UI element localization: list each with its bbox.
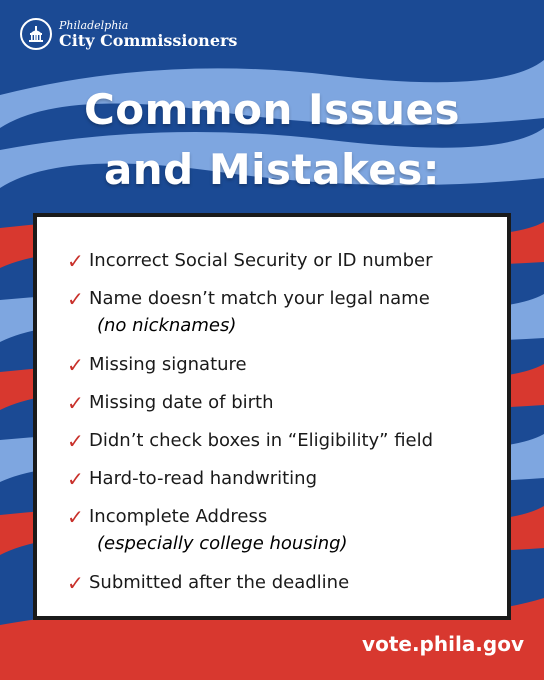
list-item <box>67 503 497 557</box>
issues-list <box>67 247 497 597</box>
org-name <box>59 20 237 49</box>
checkmark-icon: ✓ <box>67 429 84 453</box>
title-line-1: Common Issues <box>83 85 461 134</box>
issues-card <box>33 213 511 620</box>
checkmark-icon: ✓ <box>67 353 84 377</box>
list-item-text: Hard-to-read handwriting <box>89 468 318 489</box>
list-item-note: (no nicknames) <box>97 315 237 336</box>
checkmark-icon: ✓ <box>67 391 84 415</box>
checkmark-icon: ✓ <box>67 571 84 595</box>
city-hall-seal-icon <box>20 18 52 50</box>
list-item <box>67 465 497 493</box>
page-title <box>0 80 544 200</box>
checkmark-icon: ✓ <box>67 505 84 529</box>
header <box>20 18 237 50</box>
list-item <box>67 351 497 379</box>
list-item-note: (especially college housing) <box>97 533 348 554</box>
list-item-text: Incorrect Social Security or ID number <box>89 250 433 271</box>
list-item-text: Missing signature <box>89 354 247 375</box>
title-line-2: and Mistakes: <box>103 145 441 194</box>
checkmark-icon: ✓ <box>67 467 84 491</box>
list-item-text: Missing date of birth <box>89 392 274 413</box>
org-name-bottom: City Commissioners <box>59 30 238 50</box>
list-item <box>67 285 497 339</box>
list-item <box>67 427 497 455</box>
list-item <box>67 389 497 417</box>
list-item <box>67 569 497 597</box>
list-item <box>67 247 497 275</box>
list-item-text: Name doesn’t match your legal name <box>89 288 430 309</box>
org-name-top: Philadelphia <box>59 18 129 32</box>
list-item-text: Didn’t check boxes in “Eligibility” field <box>89 430 434 451</box>
checkmark-icon: ✓ <box>67 287 84 311</box>
list-item-text: Incomplete Address <box>89 506 268 527</box>
list-item-text: Submitted after the deadline <box>89 572 350 593</box>
footer-url: vote.phila.gov <box>362 632 524 656</box>
checkmark-icon: ✓ <box>67 249 84 273</box>
